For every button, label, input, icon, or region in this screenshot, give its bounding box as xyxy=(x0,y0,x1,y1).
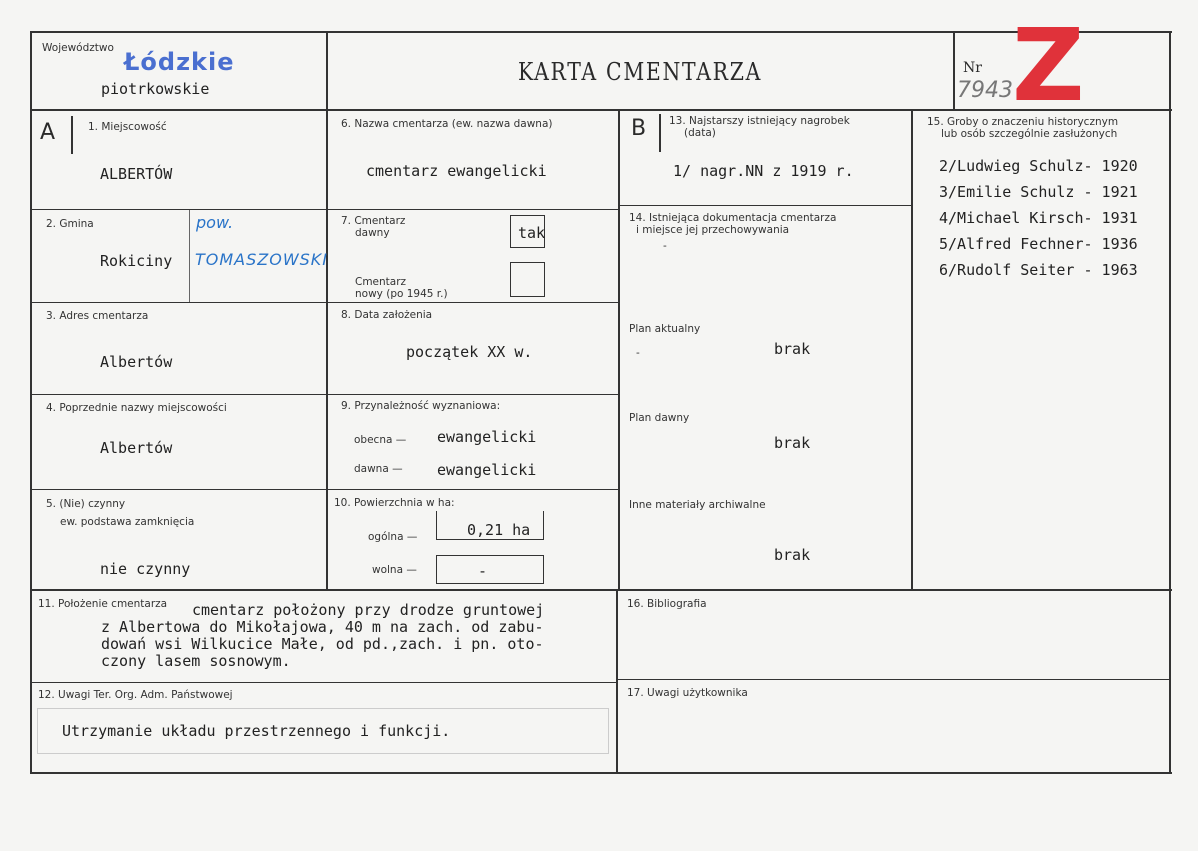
field-9-label: 9. Przynależność wyznaniowa: xyxy=(341,400,501,412)
field-3-value: Albertów xyxy=(100,353,173,371)
inne-materialy-label: Inne materiały archiwalne xyxy=(629,499,766,511)
field-14-value: - xyxy=(663,240,667,252)
divider xyxy=(30,209,620,210)
grave-item: 6/Rudolf Seiter - 1963 xyxy=(939,261,1138,279)
field-11-line: dowań wsi Wilkucice Małe, od pd.,zach. i pn. oto- xyxy=(101,635,544,653)
page-title: KARTA CMENTARZA xyxy=(517,58,763,86)
nr-value: 7943 xyxy=(957,78,1013,103)
field-11-line: czony lasem sosnowym. xyxy=(101,652,291,670)
wojewodztwo-stamp: Łódzkie xyxy=(124,48,235,76)
field-1-label: 1. Miejscowość xyxy=(88,121,167,133)
grave-item: 2/Ludwieg Schulz- 1920 xyxy=(939,157,1138,175)
field-15-sublabel: lub osób szczególnie zasłużonych xyxy=(941,128,1118,140)
divider xyxy=(618,679,1170,680)
wojewodztwo-label: Województwo xyxy=(42,42,114,54)
obecna-value: ewangelicki xyxy=(437,428,537,446)
field-11-label: 11. Położenie cmentarza xyxy=(38,598,168,610)
nowy-checkbox xyxy=(510,262,545,297)
obecna-label: obecna — xyxy=(354,434,407,446)
divider xyxy=(30,31,32,774)
field-13-label: 13. Najstarszy istniejący nagrobek xyxy=(669,115,850,127)
wolna-value: - xyxy=(478,562,488,580)
divider xyxy=(30,772,1172,774)
field-13-sublabel: (data) xyxy=(684,127,716,139)
field-7-label: 7. Cmentarz xyxy=(341,215,406,227)
field-7-dawny-label: dawny xyxy=(355,227,390,239)
field-7-nowy-label: Cmentarz xyxy=(355,276,407,288)
field-8-value: początek XX w. xyxy=(406,343,533,361)
divider xyxy=(189,210,190,303)
field-13-value: 1/ nagr.NN z 1919 r. xyxy=(673,162,854,180)
wolna-label: wolna — xyxy=(372,564,417,576)
divider xyxy=(1169,31,1171,774)
field-12-value: Utrzymanie układu przestrzennego i funkcji. xyxy=(62,722,451,740)
field-7-nowy-sublabel: nowy (po 1945 r.) xyxy=(355,288,448,300)
field-11-line: z Albertowa do Mikołajowa, 40 m na zach. od zabu- xyxy=(101,618,544,636)
divider xyxy=(30,302,620,303)
field-5-value: nie czynny xyxy=(100,560,191,578)
dawny-value: tak xyxy=(518,224,546,242)
divider xyxy=(71,116,73,154)
section-b-marker: B xyxy=(631,116,647,141)
inne-materialy-value: brak xyxy=(774,546,811,564)
field-8-label: 8. Data założenia xyxy=(341,309,433,321)
plan-dawny-label: Plan dawny xyxy=(629,412,690,424)
field-10-label: 10. Powierzchnia w ha: xyxy=(334,497,455,509)
divider xyxy=(326,31,328,591)
dawna-label: dawna — xyxy=(354,463,403,475)
plan-aktualny-dash: - xyxy=(636,347,640,359)
ogolna-value: 0,21 ha xyxy=(467,521,531,539)
field-3-label: 3. Adres cmentarza xyxy=(46,310,149,322)
divider xyxy=(30,31,1172,33)
plan-aktualny-value: brak xyxy=(774,340,811,358)
divider xyxy=(911,109,913,589)
wojewodztwo-value: piotrkowskie xyxy=(101,80,210,98)
field-14-label: 14. Istniejąca dokumentacja cmentarza xyxy=(629,212,837,224)
divider xyxy=(30,109,1172,111)
field-16-label: 16. Bibliografia xyxy=(627,598,707,610)
divider xyxy=(30,394,620,395)
handwritten-pow: pow. xyxy=(196,213,234,232)
z-stamp: Z xyxy=(1012,7,1085,124)
field-6-value: cmentarz ewangelicki xyxy=(366,162,547,180)
divider xyxy=(30,682,618,683)
field-4-label: 4. Poprzednie nazwy miejscowości xyxy=(46,402,227,414)
divider xyxy=(953,31,955,111)
divider xyxy=(618,109,620,589)
field-11-line: cmentarz położony przy drodze gruntowej xyxy=(192,601,545,619)
field-5-label: 5. (Nie) czynny xyxy=(46,498,126,510)
divider xyxy=(30,589,1172,591)
divider xyxy=(619,205,912,206)
ogolna-label: ogólna — xyxy=(368,531,418,543)
field-12-label: 12. Uwagi Ter. Org. Adm. Państwowej xyxy=(38,689,233,701)
field-2-label: 2. Gmina xyxy=(46,218,94,230)
dawna-value: ewangelicki xyxy=(437,461,537,479)
field-2-value: Rokiciny xyxy=(100,252,173,270)
grave-item: 5/Alfred Fechner- 1936 xyxy=(939,235,1138,253)
wolna-box xyxy=(436,555,544,584)
field-5-sublabel: ew. podstawa zamknięcia xyxy=(60,516,195,528)
plan-aktualny-label: Plan aktualny xyxy=(629,323,701,335)
grave-item: 4/Michael Kirsch- 1931 xyxy=(939,209,1138,227)
section-a-marker: A xyxy=(40,120,56,145)
field-4-value: Albertów xyxy=(100,439,173,457)
nr-label: Nr xyxy=(963,60,982,76)
field-1-value: ALBERTÓW xyxy=(100,165,173,183)
divider xyxy=(30,489,620,490)
field-6-label: 6. Nazwa cmentarza (ew. nazwa dawna) xyxy=(341,118,553,130)
field-17-label: 17. Uwagi użytkownika xyxy=(627,687,748,699)
divider xyxy=(659,114,661,152)
plan-dawny-value: brak xyxy=(774,434,811,452)
grave-item: 3/Emilie Schulz - 1921 xyxy=(939,183,1138,201)
field-14-sublabel: i miejsce jej przechowywania xyxy=(636,224,790,236)
handwritten-powiat: TOMASZOWSKI xyxy=(195,250,329,269)
field-15-label: 15. Groby o znaczeniu historycznym xyxy=(927,116,1119,128)
